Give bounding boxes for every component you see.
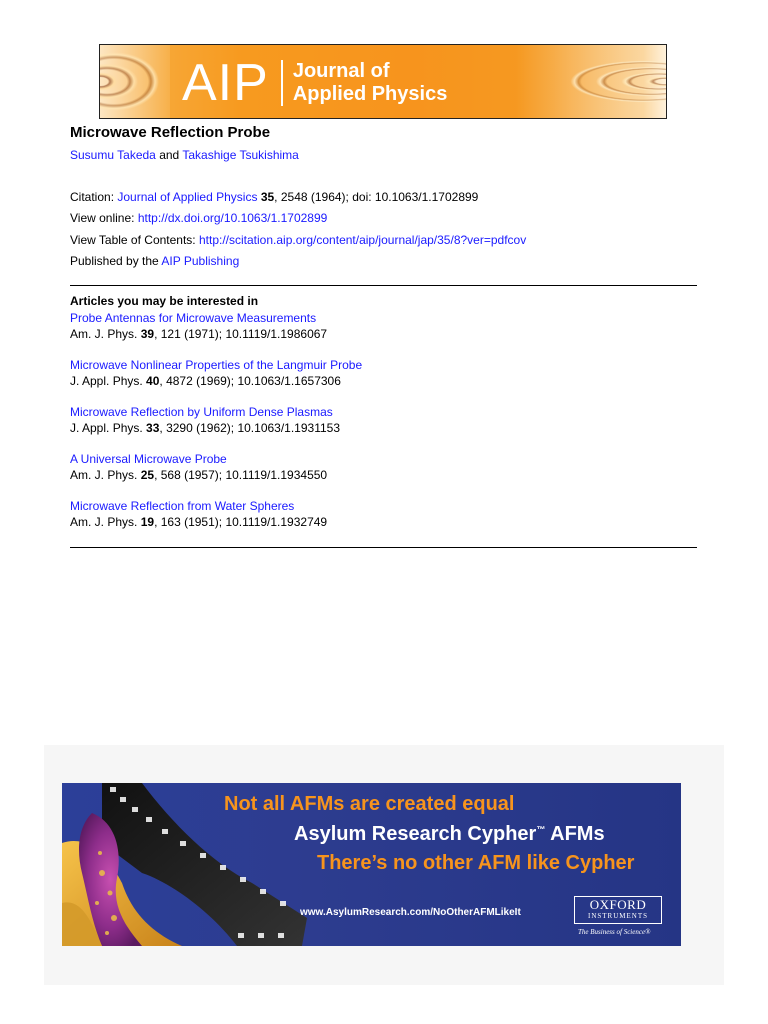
related-article-details: , 568 (1957); 10.1119/1.1934550 (154, 468, 328, 482)
citation-volume: 35 (260, 190, 275, 204)
related-article-details: , 4872 (1969); 10.1063/1.1657306 (159, 374, 341, 388)
related-article-volume: 40 (146, 374, 160, 388)
related-article-volume: 25 (140, 468, 155, 482)
oxford-logo-main: OXFORD (589, 897, 647, 912)
oxford-logo-sub: INSTRUMENTS (587, 912, 648, 920)
related-article-details: , 121 (1971); 10.1119/1.1986067 (154, 327, 328, 341)
view-online-line (70, 210, 327, 226)
related-article (70, 451, 327, 483)
toc-link[interactable]: http://scitation.aip.org/content/aip/journal/jap/35/8?ver=pdfcov (198, 233, 527, 247)
author-list (70, 148, 299, 162)
related-articles-heading: Articles you may be interested in (70, 294, 259, 308)
related-article-link[interactable]: Microwave Reflection from Water Spheres (70, 499, 295, 513)
divider (70, 285, 697, 286)
trademark-symbol: ™ (536, 824, 546, 835)
related-article-journal: Am. J. Phys. (70, 327, 138, 341)
related-article-link[interactable]: A Universal Microwave Probe (70, 452, 227, 466)
ad-headline: Not all AFMs are created equal (224, 793, 515, 815)
aip-logo (182, 53, 447, 113)
toc-line (70, 232, 526, 248)
related-article (70, 357, 362, 389)
publisher-link[interactable]: AIP Publishing (161, 254, 240, 268)
related-article-link[interactable]: Microwave Nonlinear Properties of the Langmuir Probe (70, 358, 363, 372)
related-article (70, 498, 327, 530)
journal-link[interactable]: Journal of Applied Physics (117, 190, 258, 204)
author-link[interactable]: Takashige Tsukishima (182, 148, 299, 162)
oxford-tagline: The Business of Science® (578, 928, 651, 936)
author-link[interactable]: Susumu Takeda (70, 148, 156, 162)
related-article-details: , 163 (1951); 10.1119/1.1932749 (154, 515, 328, 529)
related-article-volume: 33 (146, 421, 160, 435)
related-article-link[interactable]: Microwave Reflection by Uniform Dense Plasmas (70, 405, 333, 419)
publisher-label: Published by the (70, 254, 159, 268)
ad-product-suffix: AFMs (545, 823, 605, 845)
related-article-journal: J. Appl. Phys. (70, 374, 143, 388)
oxford-instruments-logo (572, 894, 668, 940)
related-article-link[interactable]: Probe Antennas for Microwave Measurements (70, 311, 317, 325)
publisher-line (70, 253, 239, 269)
toc-label: View Table of Contents: (70, 233, 196, 247)
citation-details: , 2548 (1964); doi: 10.1063/1.1702899 (274, 190, 479, 204)
related-article-volume: 19 (140, 515, 155, 529)
related-article-journal: Am. J. Phys. (70, 468, 138, 482)
ad-product-line (294, 823, 605, 846)
ad-product-name: Asylum Research Cypher (294, 823, 537, 845)
related-article (70, 404, 340, 436)
citation-label: Citation: (70, 190, 115, 204)
doi-link[interactable]: http://dx.doi.org/10.1063/1.1702899 (137, 211, 328, 225)
related-article-journal: J. Appl. Phys. (70, 421, 143, 435)
divider (70, 547, 697, 548)
ad-url-link[interactable]: www.AsylumResearch.com/NoOtherAFMLikeIt (300, 907, 521, 918)
view-online-label: View online: (70, 211, 135, 225)
related-article (70, 310, 327, 342)
logo-divider (281, 60, 283, 106)
citation-line (70, 189, 478, 205)
journal-name (293, 60, 448, 106)
article-title: Microwave Reflection Probe (70, 124, 271, 141)
aip-logo-text: AIP (182, 54, 269, 112)
journal-name-line1: Journal of (292, 60, 390, 82)
banner-swirl-decoration (516, 45, 666, 118)
banner-swirl-decoration (100, 45, 170, 118)
oxford-logo-box (574, 896, 662, 924)
related-article-volume: 39 (140, 327, 155, 341)
journal-banner (99, 44, 667, 119)
related-article-details: , 3290 (1962); 10.1063/1.1931153 (159, 421, 341, 435)
ad-tagline: There’s no other AFM like Cypher (317, 852, 635, 874)
related-article-journal: Am. J. Phys. (70, 515, 138, 529)
advertisement-banner[interactable] (62, 783, 681, 946)
journal-name-line2: Applied Physics (292, 83, 448, 105)
author-separator: and (159, 148, 180, 162)
